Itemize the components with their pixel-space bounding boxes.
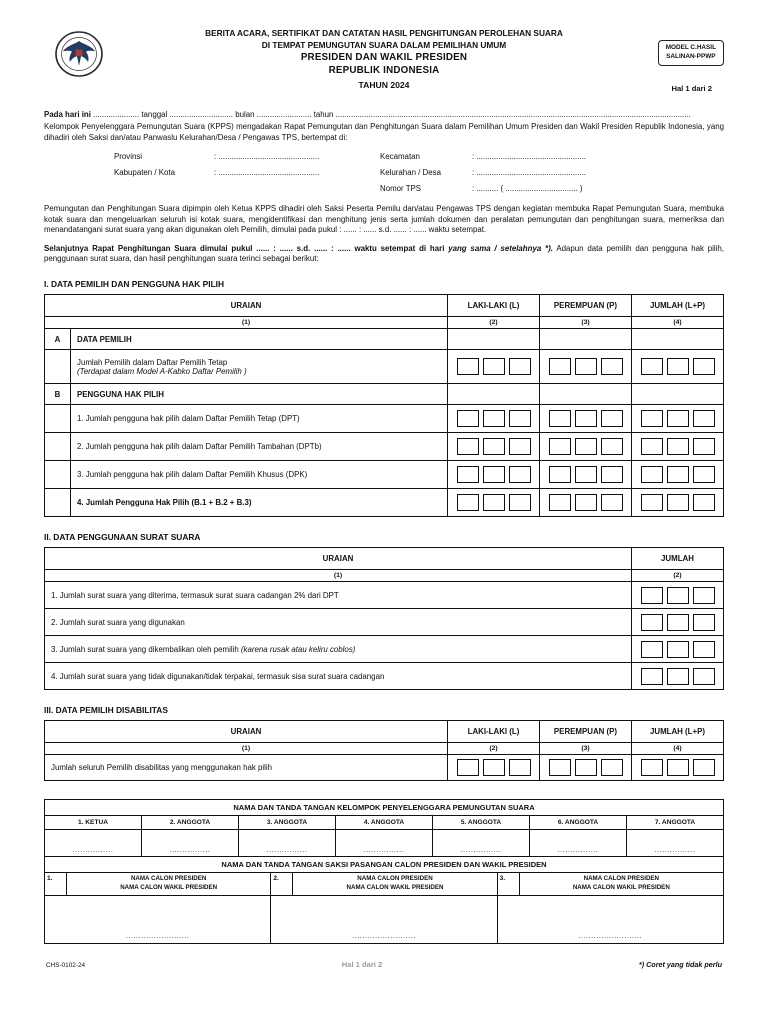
- title-line-4: REPUBLIK INDONESIA: [328, 65, 440, 77]
- saksi-label: NAMA CALON PRESIDEN NAMA CALON WAKIL PRESIDEN: [293, 873, 497, 896]
- signature-line: ................: [433, 830, 530, 857]
- nomor-tps-label: Nomor TPS: [380, 184, 422, 194]
- footer-page-number: Hal 1 dari 2: [341, 960, 383, 970]
- digit-box: [601, 438, 623, 455]
- digit-box: [549, 410, 571, 427]
- location-row: [114, 168, 724, 177]
- digit-box: [457, 410, 479, 427]
- digit-box: [601, 358, 623, 375]
- title-line-2: DI TEMPAT PEMUNGUTAN SUARA DALAM PEMILIHAN UMUM: [261, 39, 507, 50]
- row-label: 4. Jumlah Pengguna Hak Pilih (B.1 + B.2 + B.3): [71, 489, 448, 517]
- signature-line: .........................: [271, 896, 497, 944]
- table-row: [45, 461, 724, 489]
- digit-box: [601, 759, 623, 776]
- document-header: [44, 24, 724, 102]
- digit-box: [693, 410, 715, 427]
- digit-box: [667, 494, 689, 511]
- table-row: [45, 433, 724, 461]
- group-letter: B: [45, 384, 71, 405]
- location-fields: [114, 152, 724, 193]
- digit-box: [641, 587, 663, 604]
- row-label: 2. Jumlah surat suara yang digunakan: [45, 609, 632, 636]
- digit-box: [641, 438, 663, 455]
- digit-boxes: [546, 466, 625, 483]
- title-line-1: BERITA ACARA, SERTIFIKAT DAN CATATAN HASIL PENGHITUNGAN PEROLEHAN SUARA: [205, 28, 563, 38]
- row-label-line1: Jumlah Pemilih dalam Daftar Pemilih Tetap: [77, 357, 228, 367]
- digit-boxes: [638, 759, 717, 776]
- table-row-group-a: [45, 329, 724, 350]
- col-number: (4): [632, 743, 724, 755]
- digit-box: [575, 438, 597, 455]
- digit-boxes: [638, 438, 717, 455]
- digit-boxes: [638, 587, 717, 604]
- kpps-roles-row: [45, 816, 724, 830]
- digit-box: [457, 358, 479, 375]
- role-anggota: 7. ANGGOTA: [627, 816, 724, 830]
- digit-boxes: [546, 759, 625, 776]
- saksi-header-row: [45, 873, 724, 896]
- col-number: (1): [45, 317, 448, 329]
- digit-boxes: [638, 466, 717, 483]
- digit-box: [509, 466, 531, 483]
- kpps-signature-row: [45, 830, 724, 857]
- row-label: 4. Jumlah surat suara yang tidak digunakan/tidak terpakai, termasuk sisa surat suara cadangan: [45, 663, 632, 690]
- saksi-title-row: [45, 857, 724, 873]
- digit-box: [693, 438, 715, 455]
- col-number: (3): [540, 743, 632, 755]
- col-number: (2): [448, 743, 540, 755]
- digit-boxes: [638, 358, 717, 375]
- col-number: (2): [448, 317, 540, 329]
- kpu-logo: [54, 30, 104, 83]
- table-row: [45, 636, 724, 663]
- surat-suara-table: [44, 547, 724, 690]
- row-label: 1. Jumlah surat suara yang diterima, termasuk surat suara cadangan 2% dari DPT: [45, 582, 632, 609]
- model-box-line-2: SALINAN-PPWP: [666, 52, 716, 60]
- digit-box: [667, 614, 689, 631]
- digit-boxes: [638, 494, 717, 511]
- digit-box: [575, 466, 597, 483]
- digit-box: [509, 410, 531, 427]
- digit-boxes: [454, 438, 533, 455]
- col-header-uraian: URAIAN: [45, 295, 448, 317]
- digit-box: [509, 438, 531, 455]
- digit-box: [549, 494, 571, 511]
- digit-box: [667, 410, 689, 427]
- digit-box: [549, 358, 571, 375]
- digit-box: [693, 641, 715, 658]
- section1-title: I. DATA PEMILIH DAN PENGGUNA HAK PILIH: [44, 279, 225, 290]
- digit-boxes: [454, 410, 533, 427]
- digit-box: [483, 358, 505, 375]
- counting-lead: Selanjutnya Rapat Penghitungan Suara dimulai pukul ...... : ...... s.d. ...... : ...... waktu setempat di hari: [44, 243, 449, 253]
- data-pemilih-table: [44, 294, 724, 517]
- digit-box: [693, 466, 715, 483]
- model-box: [658, 40, 724, 66]
- nomor-tps-value: : .......... ( ................................. ): [472, 184, 583, 194]
- digit-box: [483, 466, 505, 483]
- role-anggota: 4. ANGGOTA: [336, 816, 433, 830]
- signature-line: ................: [239, 830, 336, 857]
- digit-box: [667, 438, 689, 455]
- digit-box: [549, 759, 571, 776]
- digit-boxes: [638, 614, 717, 631]
- provinsi-label: Provinsi: [114, 152, 143, 162]
- digit-box: [575, 410, 597, 427]
- row-label: Jumlah seluruh Pemilih disabilitas yang menggunakan hak pilih: [45, 755, 448, 781]
- digit-box: [575, 358, 597, 375]
- digit-box: [693, 358, 715, 375]
- role-anggota: 6. ANGGOTA: [530, 816, 627, 830]
- page-footer: [44, 960, 724, 969]
- digit-box: [509, 358, 531, 375]
- col-number: (2): [632, 570, 724, 582]
- section2-title: II. DATA PENGGUNAAN SURAT SUARA: [44, 532, 201, 543]
- digit-box: [693, 614, 715, 631]
- table-row-group-b: [45, 384, 724, 405]
- digit-box: [667, 668, 689, 685]
- kabupaten-value: : ..............................................: [214, 168, 320, 178]
- signature-line: ................: [142, 830, 239, 857]
- intro-paragraph: Kelompok Penyelenggara Pemungutan Suara (KPPS) mengadakan Rapat Pemungutan dan Penghitungan Suara dalam Pemilihan Umum Presiden dan Wakil Presiden Republik Indonesia, yang dihadiri oleh Saksi dan/atau Panwaslu Kelurahan/Desa / Pengawas TPS, bertempat di:: [44, 122, 724, 142]
- signature-line: ................: [45, 830, 142, 857]
- digit-boxes: [546, 494, 625, 511]
- digit-box: [509, 494, 531, 511]
- table-header-row: [45, 295, 724, 317]
- counting-paragraph: [44, 244, 724, 265]
- digit-box: [457, 466, 479, 483]
- group-label: DATA PEMILIH: [71, 329, 448, 350]
- table-row: [45, 609, 724, 636]
- digit-box: [641, 641, 663, 658]
- row-label-line2: (Terdapat dalam Model A-Kabko Daftar Pemilih ): [77, 366, 247, 376]
- kpps-signature-table: [44, 799, 724, 857]
- row-label: 1. Jumlah pengguna hak pilih dalam Daftar Pemilih Tetap (DPT): [71, 405, 448, 433]
- col-header-laki: LAKI-LAKI (L): [448, 295, 540, 317]
- role-anggota: 3. ANGGOTA: [239, 816, 336, 830]
- digit-box: [549, 438, 571, 455]
- signature-line: ................: [627, 830, 724, 857]
- kecamatan-label: Kecamatan: [380, 152, 420, 162]
- intro-date-lead: Pada hari ini: [44, 110, 91, 119]
- table-row: [45, 755, 724, 781]
- table-subheader-row: [45, 570, 724, 582]
- saksi-number: 3.: [497, 873, 519, 896]
- digit-box: [601, 410, 623, 427]
- signature-line: .........................: [45, 896, 271, 944]
- digit-box: [641, 494, 663, 511]
- role-anggota: 5. ANGGOTA: [433, 816, 530, 830]
- digit-boxes: [638, 641, 717, 658]
- saksi-number: 2.: [271, 873, 293, 896]
- table-subheader-row: [45, 317, 724, 329]
- kelurahan-value: : ..................................................: [472, 168, 586, 178]
- kabupaten-label: Kabupaten / Kota: [114, 168, 175, 178]
- digit-boxes: [454, 466, 533, 483]
- group-label: PENGGUNA HAK PILIH: [71, 384, 448, 405]
- digit-boxes: [454, 358, 533, 375]
- title-line-3: PRESIDEN DAN WAKIL PRESIDEN: [300, 52, 468, 64]
- table-row: [45, 405, 724, 433]
- model-box-line-1: MODEL C.HASIL: [665, 44, 716, 51]
- digit-boxes: [546, 410, 625, 427]
- saksi-title: NAMA DAN TANDA TANGAN SAKSI PASANGAN CALON PRESIDEN DAN WAKIL PRESIDEN: [45, 857, 724, 873]
- table-header-row: [45, 548, 724, 570]
- digit-box: [483, 759, 505, 776]
- counting-italic: yang sama / setelahnya *).: [448, 243, 553, 253]
- counting-rest: Adapun data pemilih dan pengguna hak pilih, penggunaan surat suara, dan hasil penghitungan suara terinci sebagai berikut:: [44, 243, 724, 263]
- intro-date-dots: ..................... tanggal ............................. bulan ......................... tahun ..................................................................................................................................................................: [90, 110, 691, 119]
- title-year: TAHUN 2024: [358, 79, 410, 90]
- digit-box: [483, 438, 505, 455]
- procedure-paragraph: Pemungutan dan Penghitungan Suara dipimpin oleh Ketua KPPS dihadiri oleh Saksi Peserta Pemilu dan/atau Pengawas TPS dengan kegiatan membuka Rapat Pemungutan Suara, membuka kotak suara dan mengeluarkan seluruh isi kotak suara, mengidentifikasi dan menghitung jenis serta jumlah dokumen dan peralatan pemungutan dan penghitungan suara, memeriksa dan menandatangani surat suara yang akan digunakan oleh Pemilih, dimulai pada pukul : ...... : ...... s.d. ...... : ...... waktu setempat.: [44, 204, 724, 235]
- digit-box: [575, 494, 597, 511]
- table-subheader-row: [45, 743, 724, 755]
- digit-box: [457, 759, 479, 776]
- footer-form-code: CHS-0102-24: [46, 962, 86, 970]
- col-number: (4): [632, 317, 724, 329]
- row-label: 2. Jumlah pengguna hak pilih dalam Daftar Pemilih Tambahan (DPTb): [71, 433, 448, 461]
- location-row: [114, 152, 724, 161]
- digit-boxes: [546, 358, 625, 375]
- digit-box: [667, 466, 689, 483]
- digit-box: [667, 587, 689, 604]
- digit-box: [483, 410, 505, 427]
- section3-title: III. DATA PEMILIH DISABILITAS: [44, 705, 168, 716]
- col-header-perempuan: PEREMPUAN (P): [540, 295, 632, 317]
- row-label: 3. Jumlah surat suara yang dikembalikan oleh pemilih (karena rusak atau keliru coblos): [45, 636, 632, 663]
- saksi-signature-table: [44, 856, 724, 944]
- digit-box: [641, 614, 663, 631]
- digit-box: [457, 494, 479, 511]
- digit-box: [693, 587, 715, 604]
- col-number: (1): [45, 743, 448, 755]
- digit-box: [601, 466, 623, 483]
- location-row: [114, 184, 724, 193]
- form-title: [156, 24, 612, 90]
- digit-box: [509, 759, 531, 776]
- digit-box: [641, 358, 663, 375]
- saksi-label: NAMA CALON PRESIDEN NAMA CALON WAKIL PRESIDEN: [67, 873, 271, 896]
- intro-date-line: [44, 110, 724, 120]
- digit-boxes: [638, 410, 717, 427]
- signature-line: ................: [530, 830, 627, 857]
- col-number: (3): [540, 317, 632, 329]
- page-indicator: Hal 1 dari 2: [671, 84, 712, 93]
- digit-box: [693, 668, 715, 685]
- saksi-signature-row: [45, 896, 724, 944]
- digit-box: [641, 759, 663, 776]
- digit-box: [641, 466, 663, 483]
- digit-box: [641, 410, 663, 427]
- digit-box: [641, 668, 663, 685]
- disabilitas-table: [44, 720, 724, 781]
- digit-box: [549, 466, 571, 483]
- col-header-laki: LAKI-LAKI (L): [448, 721, 540, 743]
- col-header-jumlah: JUMLAH (L+P): [632, 721, 724, 743]
- footer-note: *) Coret yang tidak perlu: [638, 960, 722, 970]
- table-header-row: [45, 721, 724, 743]
- digit-boxes: [638, 668, 717, 685]
- col-header-perempuan: PEREMPUAN (P): [540, 721, 632, 743]
- digit-box: [457, 438, 479, 455]
- saksi-number: 1.: [45, 873, 67, 896]
- col-number: (1): [45, 570, 632, 582]
- table-row: [45, 663, 724, 690]
- saksi-label: NAMA CALON PRESIDEN NAMA CALON WAKIL PRESIDEN: [519, 873, 723, 896]
- digit-box: [575, 759, 597, 776]
- table-row: [45, 489, 724, 517]
- role-anggota: 2. ANGGOTA: [142, 816, 239, 830]
- digit-box: [667, 641, 689, 658]
- role-ketua: 1. KETUA: [45, 816, 142, 830]
- kelurahan-label: Kelurahan / Desa: [380, 168, 441, 178]
- digit-box: [667, 759, 689, 776]
- group-letter: A: [45, 329, 71, 350]
- kpu-emblem-icon: [54, 30, 104, 78]
- kpps-title-row: [45, 800, 724, 816]
- row-label: [71, 350, 448, 384]
- row-label: 3. Jumlah pengguna hak pilih dalam Daftar Pemilih Khusus (DPK): [71, 461, 448, 489]
- digit-box: [693, 759, 715, 776]
- col-header-jumlah: JUMLAH (L+P): [632, 295, 724, 317]
- signature-line: .........................: [497, 896, 723, 944]
- table-row: [45, 350, 724, 384]
- digit-box: [667, 358, 689, 375]
- digit-boxes: [546, 438, 625, 455]
- digit-boxes: [454, 494, 533, 511]
- kecamatan-value: : ..................................................: [472, 152, 586, 162]
- digit-boxes: [454, 759, 533, 776]
- signature-line: ................: [336, 830, 433, 857]
- col-header-uraian: URAIAN: [45, 548, 632, 570]
- table-row: [45, 582, 724, 609]
- col-header-uraian: URAIAN: [45, 721, 448, 743]
- digit-box: [693, 494, 715, 511]
- kpps-title: NAMA DAN TANDA TANGAN KELOMPOK PENYELENGGARA PEMUNGUTAN SUARA: [45, 800, 724, 816]
- provinsi-value: : ..............................................: [214, 152, 320, 162]
- digit-box: [483, 494, 505, 511]
- col-header-jumlah: JUMLAH: [632, 548, 724, 570]
- digit-box: [601, 494, 623, 511]
